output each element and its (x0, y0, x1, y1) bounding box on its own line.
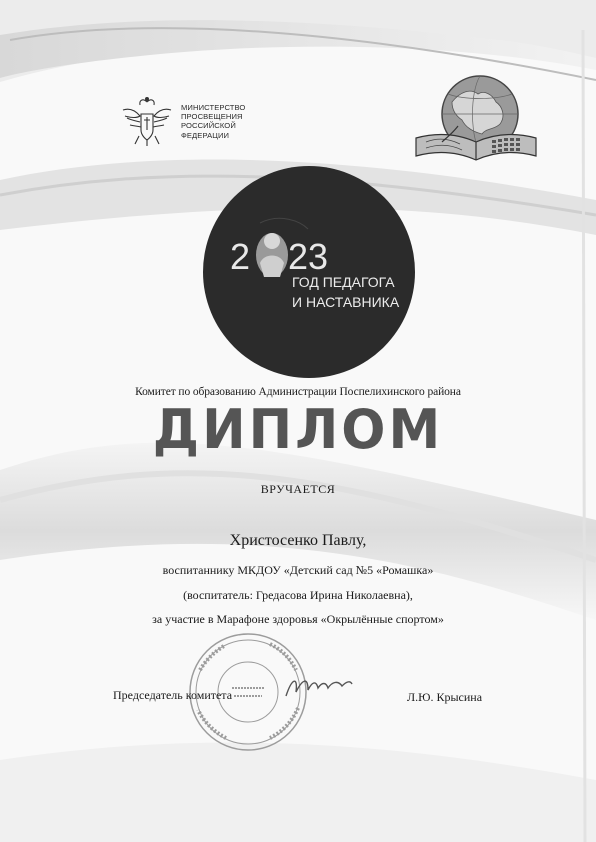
recipient-teacher: (воспитатель: Гредасова Ирина Николаевна), (183, 588, 413, 602)
year-of-teacher-emblem (200, 163, 418, 381)
ministry-name (181, 103, 245, 140)
signature-scribble (282, 672, 356, 702)
emblem-caption-line2: И НАСТАВНИКА (292, 294, 400, 310)
emblem-caption-line1: ГОД ПЕДАГОГА (292, 274, 395, 290)
ministry-eagle-icon (117, 96, 177, 148)
teacher-silhouette-icon (256, 233, 288, 277)
signature-role: Председатель комитета (113, 688, 233, 702)
ministry-line: МИНИСТЕРСТВО (181, 103, 246, 112)
diploma-title: ДИПЛОМ (152, 398, 444, 462)
education-globe-logo-icon (412, 72, 542, 164)
recipient-name: Христосенко Павлу, (229, 532, 367, 549)
year-digit-2: 2 (230, 236, 251, 277)
committee-name: Комитет по образованию Администрации Поспелихинского района (135, 386, 461, 398)
recipient-institution: воспитаннику МКДОУ «Детский сад №5 «Ромашка» (162, 563, 434, 577)
ministry-line: РОССИЙСКОЙ (181, 121, 236, 131)
ministry-line: ПРОСВЕЩЕНИЯ (181, 112, 243, 122)
year-digits-23: 23 (288, 236, 329, 277)
signature-name: Л.Ю. Крысина (407, 690, 483, 704)
awarded-label: ВРУЧАЕТСЯ (260, 482, 336, 496)
award-reason: за участие в Марафоне здоровья «Окрылённые спортом» (152, 612, 444, 626)
ministry-line: ФЕДЕРАЦИИ (181, 130, 230, 140)
